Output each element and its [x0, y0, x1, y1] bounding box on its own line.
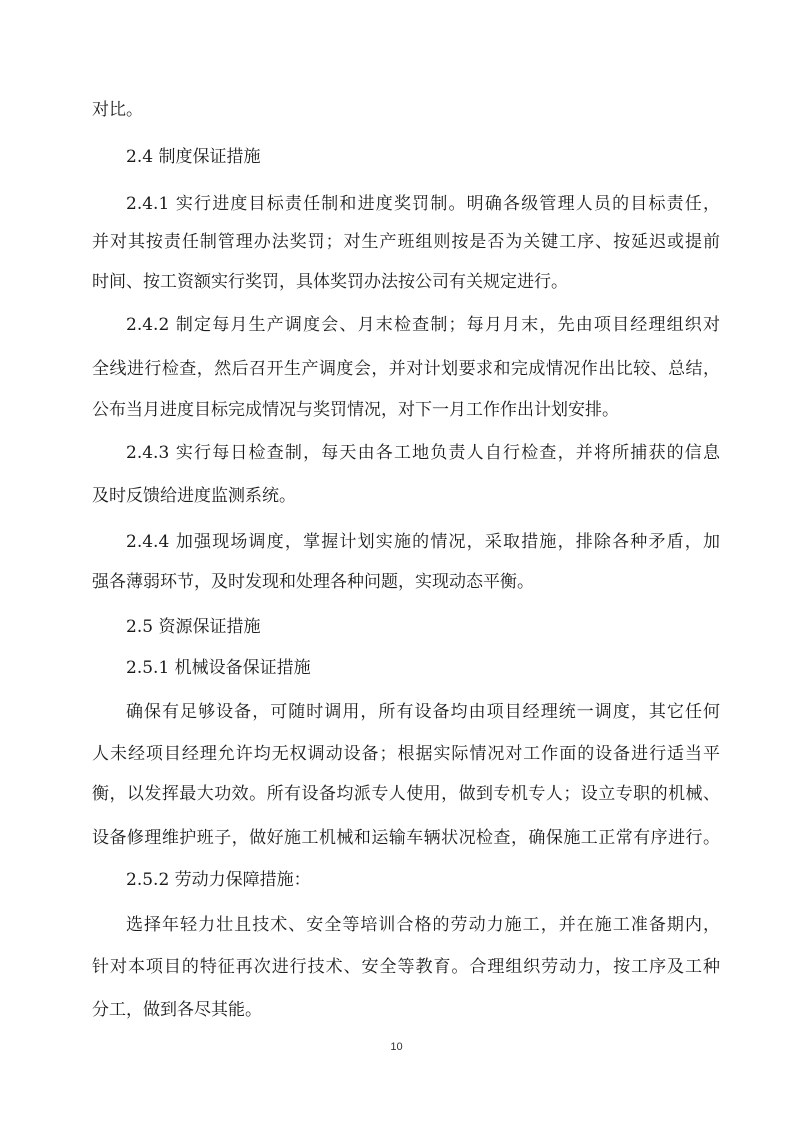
text-line: 并对其按责任制管理办法奖罚；对生产班组则按是否为关键工序、按延迟或提前 — [92, 232, 720, 252]
text-line: 衡，以发挥最大功效。所有设备均派专人使用，做到专机专人；设立专职的机械、 — [92, 784, 720, 804]
text-line: 2.4.3 实行每日检查制，每天由各工地负责人自行检查，并将所捕获的信息 — [126, 443, 720, 463]
text-line: 设备修理维护班子，做好施工机械和运输车辆状况检查，确保施工正常有序进行。 — [92, 828, 720, 848]
text-line: 2.4.2 制定每月生产调度会、月末检查制；每月月末，先由项目经理组织对 — [126, 315, 720, 335]
text-line: 公布当月进度目标完成情况与奖罚情况，对下一月工作作出计划安排。 — [92, 400, 619, 420]
text-line: 时间、按工资额实行奖罚，具体奖罚办法按公司有关规定进行。 — [92, 272, 568, 292]
subsection-heading: 2.5.2 劳动力保障措施： — [126, 870, 311, 890]
text-line: 确保有足够设备，可随时调用，所有设备均由项目经理统一调度，其它任何 — [126, 702, 720, 722]
subsection-heading: 2.5.1 机械设备保证措施 — [126, 658, 311, 678]
text-line: 强各薄弱环节，及时发现和处理各种问题，实现动态平衡。 — [92, 572, 534, 592]
section-heading: 2.4 制度保证措施 — [126, 147, 261, 167]
text-line: 2.4.4 加强现场调度，掌握计划实施的情况，采取措施，排除各种矛盾，加 — [126, 532, 720, 552]
text-line: 及时反馈给进度监测系统。 — [92, 486, 296, 506]
text-line: 对比。 — [92, 100, 143, 120]
text-line: 选择年轻力壮且技术、安全等培训合格的劳动力施工，并在施工准备期内， — [126, 915, 720, 935]
text-line: 全线进行检查，然后召开生产调度会，并对计划要求和完成情况作出比较、总结， — [92, 359, 720, 379]
section-heading: 2.5 资源保证措施 — [126, 617, 261, 637]
text-line: 2.4.1 实行进度目标责任制和进度奖罚制。明确各级管理人员的目标责任， — [126, 194, 720, 214]
page-number: 10 — [390, 1041, 403, 1053]
text-line: 人未经项目经理允许均无权调动设备；根据实际情况对工作面的设备进行适当平 — [92, 744, 720, 764]
text-line: 分工，做到各尽其能。 — [92, 1000, 262, 1020]
text-line: 针对本项目的特征再次进行技术、安全等教育。合理组织劳动力，按工序及工种 — [92, 957, 720, 977]
